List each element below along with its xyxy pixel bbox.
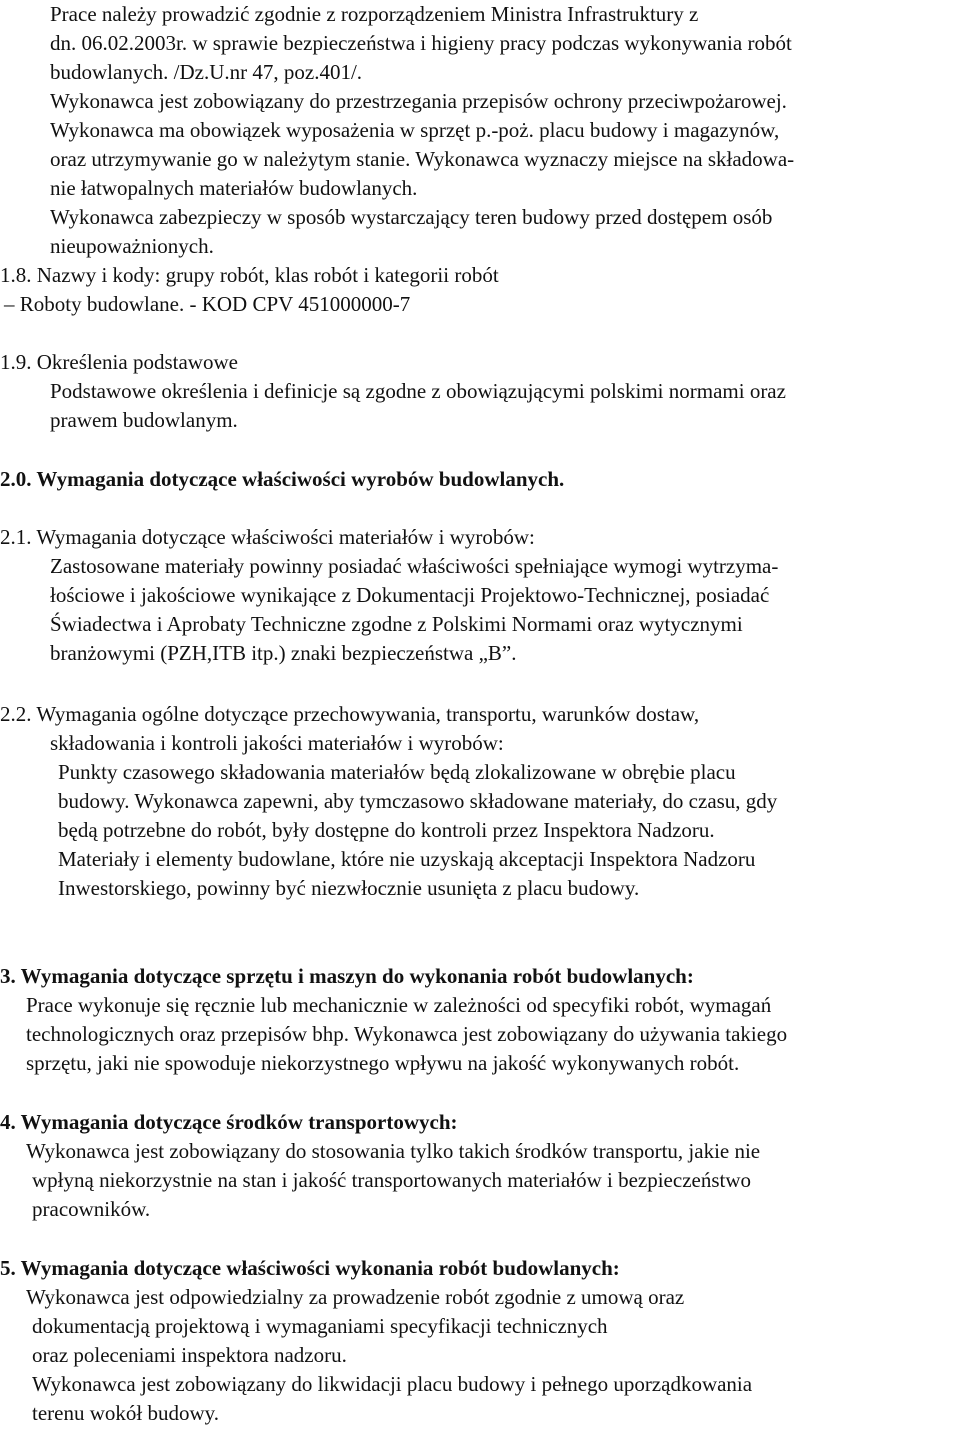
section-4-heading: 4. Wymagania dotyczące środków transportowych: xyxy=(0,1110,458,1134)
section-4-line-2: wpłyną niekorzystnie na stan i jakość transportowanych materiałów i bezpieczeństwo xyxy=(32,1168,752,1192)
section-3-line-3: sprzętu, jaki nie spowoduje niekorzystnego wpływu na jakość wykonywanych robót. xyxy=(26,1051,740,1075)
intro-line-6: oraz utrzymywanie go w należytym stanie. Wykonawca wyznaczy miejsce na składowa- xyxy=(50,147,795,171)
section-4-line-3: pracowników. xyxy=(32,1197,151,1221)
section-5-line-2: dokumentacją projektową i wymaganiami specyfikacji technicznych xyxy=(32,1314,608,1338)
section-2-2-heading-2: składowania i kontroli jakości materiałów i wyrobów: xyxy=(50,731,504,755)
section-2-2-line-5: Inwestorskiego, powinny być niezwłocznie usunięta z placu budowy. xyxy=(58,876,640,900)
intro-line-8: Wykonawca zabezpieczy w sposób wystarczający teren budowy przed dostępem osób xyxy=(50,205,773,229)
section-2-1-line-2: łościowe i jakościowe wynikające z Dokumentacji Projektowo-Technicznej, posiadać xyxy=(50,583,770,607)
section-5-heading: 5. Wymagania dotyczące właściwości wykonania robót budowlanych: xyxy=(0,1256,620,1280)
section-3-line-2: technologicznych oraz przepisów bhp. Wykonawca jest zobowiązany do używania takiego xyxy=(26,1022,788,1046)
intro-line-2: dn. 06.02.2003r. w sprawie bezpieczeństwa i higieny pracy podczas wykonywania robót xyxy=(50,31,792,55)
section-2-0-heading: 2.0. Wymagania dotyczące właściwości wyrobów budowlanych. xyxy=(0,467,565,491)
section-3-line-1: Prace wykonuje się ręcznie lub mechanicznie w zależności od specyfiki robót, wymagań xyxy=(26,993,772,1017)
intro-line-4: Wykonawca jest zobowiązany do przestrzegania przepisów ochrony przeciwpożarowej. xyxy=(50,89,787,113)
section-2-2-line-4: Materiały i elementy budowlane, które nie uzyskają akceptacji Inspektora Nadzoru xyxy=(58,847,756,871)
section-2-1-line-3: Świadectwa i Aprobaty Techniczne zgodne z Polskimi Normami oraz wytycznymi xyxy=(50,612,743,636)
intro-line-3: budowlanych. /Dz.U.nr 47, poz.401/. xyxy=(50,60,363,84)
section-5-line-3: oraz poleceniami inspektora nadzoru. xyxy=(32,1343,347,1367)
section-1-9-line-1: Podstawowe określenia i definicje są zgodne z obowiązującymi polskimi normami oraz xyxy=(50,379,786,403)
intro-line-9: nieupoważnionych. xyxy=(50,234,214,258)
section-1-9-line-2: prawem budowlanym. xyxy=(50,408,238,432)
section-2-2-heading-1: 2.2. Wymagania ogólne dotyczące przechowywania, transportu, warunków dostaw, xyxy=(0,702,700,726)
section-2-2-line-2: budowy. Wykonawca zapewni, aby tymczasowo składowane materiały, do czasu, gdy xyxy=(58,789,778,813)
section-5-line-1: Wykonawca jest odpowiedzialny za prowadzenie robót zgodnie z umową oraz xyxy=(26,1285,685,1309)
section-2-1-line-1: Zastosowane materiały powinny posiadać właściwości spełniające wymogi wytrzyma- xyxy=(50,554,779,578)
section-2-1-line-4: branżowymi (PZH,ITB itp.) znaki bezpieczeństwa „B”. xyxy=(50,641,517,665)
intro-line-7: nie łatwopalnych materiałów budowlanych. xyxy=(50,176,418,200)
section-5-line-5: terenu wokół budowy. xyxy=(32,1401,220,1425)
intro-line-5: Wykonawca ma obowiązek wyposażenia w sprzęt p.-poż. placu budowy i magazynów, xyxy=(50,118,780,142)
section-2-2-line-3: będą potrzebne do robót, były dostępne do kontroli przez Inspektora Nadzoru. xyxy=(58,818,715,842)
section-3-heading: 3. Wymagania dotyczące sprzętu i maszyn do wykonania robót budowlanych: xyxy=(0,964,694,988)
section-5-line-4: Wykonawca jest zobowiązany do likwidacji placu budowy i pełnego uporządkowania xyxy=(32,1372,753,1396)
section-2-1-heading: 2.1. Wymagania dotyczące właściwości materiałów i wyrobów: xyxy=(0,525,535,549)
section-2-2-line-1: Punkty czasowego składowania materiałów będą zlokalizowane w obrębie placu xyxy=(58,760,736,784)
section-1-9-heading: 1.9. Określenia podstawowe xyxy=(0,350,238,374)
section-4-line-1: Wykonawca jest zobowiązany do stosowania tylko takich środków transportu, jakie nie xyxy=(26,1139,761,1163)
section-1-8-cpv-line: – Roboty budowlane. - KOD CPV 451000000-7 xyxy=(4,292,411,316)
intro-line-1: Prace należy prowadzić zgodnie z rozporządzeniem Ministra Infrastruktury z xyxy=(50,2,699,26)
section-1-8-heading: 1.8. Nazwy i kody: grupy robót, klas robót i kategorii robót xyxy=(0,263,499,287)
